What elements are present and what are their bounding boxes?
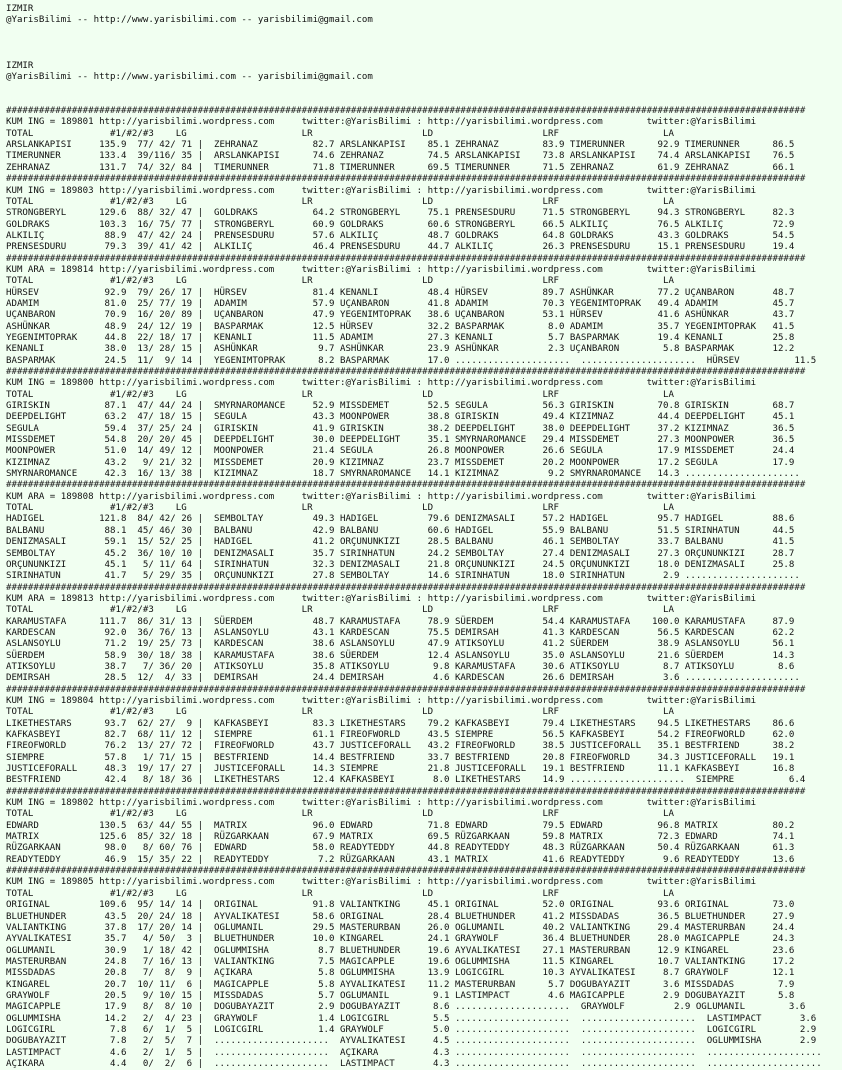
- report-line: [6, 95, 842, 106]
- race-header-line: KUM ARA = 189813 http://yarisbilimi.wordpress.com twitter:@YarisBilimi : http://yarisbilimi.wordpress.com twitter:@YarisBilimi: [6, 593, 757, 604]
- race-header-line: KUM ING = 189805 http://yarisbilimi.wordpress.com twitter:@YarisBilimi : http://yarisbilimi.wordpress.com twitter:@YarisBilimi: [6, 877, 757, 888]
- report-line: SIEMPRE 57.8 1/ 71/ 15 | BESTFRIEND 14.4 BESTFRIEND 33.7 BESTFRIEND 20.8 FIREOFWORLD 34.3 JUSTICEFORALL 19.1: [6, 752, 795, 763]
- report-line: ASHÜNKAR 48.9 24/ 12/ 19 | BASPARMAK 12.5 HÜRSEV 32.2 BASPARMAK 8.0 ADAMIM 35.7 YEGENIMTOPRAK 41.5: [6, 321, 795, 332]
- report-line: SEGULA 59.4 37/ 25/ 24 | GIRISKIN 41.9 GIRISKIN 38.2 DEEPDELIGHT 38.0 DEEPDELIGHT 37.2 KIZIMNAZ 36.5: [6, 423, 795, 434]
- separator-line: ##################################################################################################################################################: [6, 106, 806, 117]
- report-line: DENIZMASALI 59.1 15/ 52/ 25 | HADIGEL 41.2 ORÇUNUNKIZI 28.5 BALBANU 46.1 SEMBOLTAY 33.7 BALBANU 41.5: [6, 537, 795, 548]
- report-line: VALIANTKING 37.8 17/ 20/ 14 | OGLUMANIL 29.5 MASTERURBAN 26.0 OGLUMANIL 40.2 VALIANTKING 29.4 MASTERURBAN 24.4: [6, 922, 795, 933]
- report-line: ATIKSOYLU 38.7 7/ 36/ 20 | ATIKSOYLU 35.8 ATIKSOYLU 9.8 KARAMUSTAFA 30.6 ATIKSOYLU 8.7 ATIKSOYLU 8.6: [6, 661, 795, 672]
- column-header-line: TOTAL #1/#2/#3 LG LR LD LRF LA: [6, 503, 674, 514]
- report-line: ARSLANKAPISI 135.9 77/ 42/ 71 | ZEHRANAZ 82.7 ARSLANKAPISI 85.1 ZEHRANAZ 83.9 TIMERUNNER 92.9 TIMERUNNER 86.5: [6, 140, 795, 151]
- separator-line: ##################################################################################################################################################: [6, 367, 806, 377]
- report-line: ASLANSOYLU 71.2 19/ 25/ 73 | KARDESCAN 38.6 ASLANSOYLU 47.9 ATIKSOYLU 41.2 SÜERDEM 38.9 ASLANSOYLU 56.1: [6, 639, 795, 650]
- report-line: SEMBOLTAY 45.2 36/ 10/ 10 | DENIZMASALI 35.7 SIRINHATUN 24.2 SEMBOLTAY 27.4 DENIZMASALI 27.3 ORÇUNUNKIZI 28.7: [6, 548, 795, 559]
- column-header-line: TOTAL #1/#2/#3 LG LR LD LRF LA: [6, 389, 674, 400]
- race-header-line: KUM ING = 189803 http://yarisbilimi.wordpress.com twitter:@YarisBilimi : http://yarisbilimi.wordpress.com twitter:@YarisBilimi: [6, 185, 757, 196]
- column-header-line: TOTAL #1/#2/#3 LG LR LD LRF LA: [6, 888, 674, 899]
- separator-line: ##################################################################################################################################################: [6, 582, 806, 593]
- report-line: MATRIX 125.6 85/ 32/ 18 | RÜZGARKAAN 67.9 MATRIX 69.5 RÜZGARKAAN 59.8 MATRIX 72.3 EDWARD 74.1: [6, 832, 795, 843]
- race-header-line: KUM ING = 189800 http://yarisbilimi.wordpress.com twitter:@YarisBilimi : http://yarisbilimi.wordpress.com twitter:@YarisBilimi: [6, 378, 757, 389]
- column-header-line: TOTAL #1/#2/#3 LG LR LD LRF LA: [6, 707, 674, 718]
- report-line: ORIGINAL 109.6 95/ 14/ 14 | ORIGINAL 91.8 VALIANTKING 45.1 ORIGINAL 52.0 ORIGINAL 93.6 ORIGINAL 73.0: [6, 900, 795, 911]
- report-line: MAGICAPPLE 17.9 8/ 8/ 10 | DOGUBAYAZIT 2.9 DOGUBAYAZIT 8.6 ..................... GRAYWOLF 2.9 OGLUMANIL 3.6: [6, 1002, 806, 1013]
- report-line: DOGUBAYAZIT 7.8 2/ 5/ 7 | ..................... AYVALIKATESI 4.5 ..................... ..................... OGLUMMISHA 2.9: [6, 1036, 817, 1047]
- report-line: ALKILIÇ 88.9 47/ 42/ 24 | PRENSESDURU 57.6 ALKILIÇ 48.7 GOLDRAKS 64.8 GOLDRAKS 43.3 GOLDRAKS 54.5: [6, 230, 795, 241]
- separator-line: ##################################################################################################################################################: [6, 480, 806, 491]
- separator-line: ##################################################################################################################################################: [6, 684, 806, 695]
- report-line: GRAYWOLF 20.5 9/ 10/ 15 | MISSDADAS 5.7 OGLUMANIL 9.1 LASTIMPACT 4.6 MAGICAPPLE 2.9 DOGUBAYAZIT 5.8: [6, 990, 795, 1001]
- report-line: OGLUMMISHA 14.2 2/ 4/ 23 | GRAYWOLF 1.4 LOGICGIRL 5.5 ..................... ..................... LASTIMPACT 3.6: [6, 1013, 817, 1024]
- report-line: [6, 49, 842, 60]
- report-line: MISSDADAS 20.8 7/ 8/ 9 | AÇIKARA 5.8 OGLUMMISHA 13.9 LOGICGIRL 10.3 AYVALIKATESI 8.7 GRAYWOLF 12.1: [6, 968, 795, 979]
- race-header-line: KUM ING = 189804 http://yarisbilimi.wordpress.com twitter:@YarisBilimi : http://yarisbilimi.wordpress.com twitter:@YarisBilimi: [6, 695, 757, 706]
- report-line: SMYRNAROMANCE 42.3 16/ 13/ 38 | KIZIMNAZ 18.7 SMYRNAROMANCE 14.1 KIZIMNAZ 9.2 SMYRNAROMANCE 14.3 .....................: [6, 469, 800, 480]
- report-line: JUSTICEFORALL 48.3 19/ 17/ 27 | JUSTICEFORALL 14.3 SIEMPRE 21.8 JUSTICEFORALL 19.1 BESTFRIEND 11.1 KAFKASBEYI 16.8: [6, 764, 795, 775]
- report-line: YEGENIMTOPRAK 44.8 22/ 18/ 17 | KENANLI 11.5 ADAMIM 27.3 KENANLI 5.7 BASPARMAK 19.4 KENANLI 25.8: [6, 332, 795, 343]
- report-line: DEEPDELIGHT 63.2 47/ 18/ 15 | SEGULA 43.3 MOONPOWER 38.8 GIRISKIN 49.4 KIZIMNAZ 44.4 DEEPDELIGHT 45.1: [6, 412, 795, 423]
- report-line: AÇIKARA 4.4 0/ 2/ 6 | ..................... LASTIMPACT 4.3 ..................... ..................... .....................: [6, 1058, 822, 1069]
- separator-line: ##################################################################################################################################################: [6, 174, 806, 185]
- report-line: AYVALIKATESI 35.7 4/ 50/ 3 | BLUETHUNDER 10.0 KINGAREL 24.1 GRAYWOLF 36.4 BLUETHUNDER 28.0 MAGICAPPLE 24.3: [6, 934, 795, 945]
- column-header-line: TOTAL #1/#2/#3 LG LR LD LRF LA: [6, 605, 674, 616]
- report-line: LIKETHESTARS 93.7 62/ 27/ 9 | KAFKASBEYI 83.3 LIKETHESTARS 79.2 KAFKASBEYI 79.4 LIKETHESTARS 94.5 LIKETHESTARS 86.6: [6, 718, 795, 729]
- report-line: DEMIRSAH 28.5 12/ 4/ 33 | DEMIRSAH 24.4 DEMIRSAH 4.6 KARDESCAN 26.6 DEMIRSAH 3.6 .....................: [6, 673, 800, 684]
- report-line: KARAMUSTAFA 111.7 86/ 31/ 13 | SÜERDEM 48.7 KARAMUSTAFA 78.9 SÜERDEM 54.4 KARAMUSTAFA 100.0 KARAMUSTAFA 87.9: [6, 616, 795, 627]
- report-line: KENANLI 38.0 13/ 28/ 15 | ASHÜNKAR 9.7 ASHÜNKAR 23.9 ASHÜNKAR 2.3 UÇANBARON 5.8 BASPARMAK 12.2: [6, 344, 795, 355]
- report-line: IZMIR: [6, 4, 34, 14]
- report-line: ZEHRANAZ 131.7 74/ 32/ 84 | TIMERUNNER 71.8 TIMERUNNER 69.5 TIMERUNNER 71.5 ZEHRANAZ 61.9 ZEHRANAZ 66.1: [6, 162, 795, 173]
- report-line: UÇANBARON 70.9 16/ 20/ 89 | UÇANBARON 47.9 YEGENIMTOPRAK 38.6 UÇANBARON 53.1 HÜRSEV 41.6 ASHÜNKAR 43.7: [6, 310, 795, 321]
- report-line: MISSDEMET 54.8 20/ 20/ 45 | DEEPDELIGHT 30.0 DEEPDELIGHT 35.1 SMYRNAROMANCE 29.4 MISSDEMET 27.3 MOONPOWER 36.5: [6, 435, 795, 446]
- report-line: [6, 83, 842, 94]
- separator-line: ##################################################################################################################################################: [6, 866, 806, 877]
- report-line: HÜRSEV 92.9 79/ 26/ 17 | HÜRSEV 81.4 KENANLI 48.4 HÜRSEV 89.7 ASHÜNKAR 77.2 UÇANBARON 48.7: [6, 287, 795, 298]
- contact-line: @YarisBilimi -- http://www.yarisbilimi.com -- yarisbilimi@gmail.com: [6, 15, 373, 26]
- report-line: STRONGBERYL 129.6 88/ 32/ 47 | GOLDRAKS 64.2 STRONGBERYL 75.1 PRENSESDURU 71.5 STRONGBERYL 94.3 STRONGBERYL 82.3: [6, 208, 795, 219]
- report-line: ADAMIM 81.0 25/ 77/ 19 | ADAMIM 57.9 UÇANBARON 41.8 ADAMIM 70.3 YEGENIMTOPRAK 49.4 ADAMIM 45.7: [6, 298, 795, 309]
- report-line: MOONPOWER 51.0 14/ 49/ 12 | MOONPOWER 21.4 SEGULA 26.8 MOONPOWER 26.6 SEGULA 17.9 MISSDEMET 24.4: [6, 446, 795, 457]
- report-line: SIRINHATUN 41.7 5/ 29/ 35 | ORÇUNUNKIZI 27.8 SEMBOLTAY 14.6 SIRINHATUN 18.0 SIRINHATUN 2.9 .....................: [6, 571, 800, 582]
- report-line: [6, 27, 842, 38]
- report-line: GOLDRAKS 103.3 16/ 75/ 77 | STRONGBERYL 60.9 GOLDRAKS 60.6 STRONGBERYL 66.5 ALKILIÇ 76.5 ALKILIÇ 72.9: [6, 219, 795, 230]
- report-line: RÜZGARKAAN 98.0 8/ 60/ 76 | EDWARD 58.0 READYTEDDY 44.8 READYTEDDY 48.3 RÜZGARKAAN 50.4 RÜZGARKAAN 61.3: [6, 843, 795, 854]
- report-line: EDWARD 130.5 63/ 44/ 55 | MATRIX 96.0 EDWARD 71.8 EDWARD 79.5 EDWARD 96.8 MATRIX 80.2: [6, 820, 795, 831]
- report-line: KINGAREL 20.7 10/ 11/ 6 | MAGICAPPLE 5.8 AYVALIKATESI 11.2 MASTERURBAN 5.7 DOGUBAYAZIT 3.6 MISSDADAS 7.9: [6, 979, 795, 990]
- report-line: BESTFRIEND 42.4 8/ 18/ 36 | LIKETHESTARS 12.4 KAFKASBEYI 8.0 LIKETHESTARS 14.9 ..................... SIEMPRE 6.4: [6, 775, 806, 786]
- report-line: KARDESCAN 92.0 36/ 76/ 13 | ASLANSOYLU 43.1 KARDESCAN 75.5 DEMIRSAH 41.3 KARDESCAN 56.5 KARDESCAN 62.2: [6, 627, 795, 638]
- race-header-line: KUM ARA = 189814 http://yarisbilimi.wordpress.com twitter:@YarisBilimi : http://yarisbilimi.wordpress.com twitter:@YarisBilimi: [6, 264, 757, 275]
- report-line: FIREOFWORLD 76.2 13/ 27/ 72 | FIREOFWORLD 43.7 JUSTICEFORALL 43.2 FIREOFWORLD 38.5 JUSTICEFORALL 35.1 BESTFRIEND 38.2: [6, 741, 795, 752]
- report-line: SÜERDEM 58.9 30/ 18/ 38 | KARAMUSTAFA 38.6 SÜERDEM 12.4 ASLANSOYLU 35.0 ASLANSOYLU 21.6 SÜERDEM 14.3: [6, 650, 795, 661]
- report-line: ORÇUNUNKIZI 45.1 5/ 11/ 64 | SIRINHATUN 32.3 DENIZMASALI 21.8 ORÇUNUNKIZI 24.5 ORÇUNUNKIZI 18.0 DENIZMASALI 25.8: [6, 559, 795, 570]
- report-line: HADIGEL 121.8 84/ 42/ 26 | SEMBOLTAY 49.3 HADIGEL 79.6 DENIZMASALI 57.2 HADIGEL 95.7 HADIGEL 88.6: [6, 514, 795, 525]
- report-line: GIRISKIN 87.1 47/ 44/ 24 | SMYRNAROMANCE 52.9 MISSDEMET 52.5 SEGULA 56.3 GIRISKIN 70.8 GIRISKIN 68.7: [6, 401, 795, 412]
- report-line: IZMIR: [6, 60, 34, 71]
- report-line: PRENSESDURU 79.3 39/ 41/ 42 | ALKILIÇ 46.4 PRENSESDURU 44.7 ALKILIÇ 26.3 PRENSESDURU 15.1 PRENSESDURU 19.4: [6, 242, 795, 253]
- column-header-line: TOTAL #1/#2/#3 LG LR LD LRF LA: [6, 809, 674, 820]
- separator-line: ##################################################################################################################################################: [6, 253, 806, 264]
- column-header-line: TOTAL #1/#2/#3 LG LR LD LRF LA: [6, 196, 674, 207]
- report-line: BASPARMAK 24.5 11/ 9/ 14 | YEGENIMTOPRAK 8.2 BASPARMAK 17.0 ..................... ..................... HÜRSEV 11.5: [6, 355, 817, 366]
- report-line: READYTEDDY 46.9 15/ 35/ 22 | READYTEDDY 7.2 RÜZGARKAAN 43.1 MATRIX 41.6 READYTEDDY 9.6 READYTEDDY 13.6: [6, 854, 795, 865]
- report-line: BLUETHUNDER 43.5 20/ 24/ 18 | AYVALIKATESI 58.6 ORIGINAL 28.4 BLUETHUNDER 41.2 MISSDADAS 36.5 BLUETHUNDER 27.9: [6, 911, 795, 922]
- race-header-line: KUM ARA = 189808 http://yarisbilimi.wordpress.com twitter:@YarisBilimi : http://yarisbilimi.wordpress.com twitter:@YarisBilimi: [6, 491, 757, 502]
- report-line: MASTERURBAN 24.8 7/ 16/ 13 | VALIANTKING 7.5 MAGICAPPLE 19.6 OGLUMMISHA 11.5 KINGAREL 10.7 VALIANTKING 17.2: [6, 956, 795, 967]
- column-header-line: TOTAL #1/#2/#3 LG LR LD LRF LA: [6, 128, 674, 139]
- report-line: BALBANU 88.1 45/ 46/ 30 | BALBANU 42.9 BALBANU 60.6 HADIGEL 55.9 BALBANU 51.5 SIRINHATUN 44.5: [6, 525, 795, 536]
- report-line: KAFKASBEYI 82.7 68/ 11/ 12 | SIEMPRE 61.1 FIREOFWORLD 43.5 SIEMPRE 56.5 KAFKASBEYI 54.2 FIREOFWORLD 62.0: [6, 730, 795, 740]
- report-line: LOGICGIRL 7.8 6/ 1/ 5 | LOGICGIRL 1.4 GRAYWOLF 5.0 ..................... ..................... LOGICGIRL 2.9: [6, 1024, 817, 1035]
- race-header-line: KUM ING = 189802 http://yarisbilimi.wordpress.com twitter:@YarisBilimi : http://yarisbilimi.wordpress.com twitter:@YarisBilimi: [6, 798, 757, 809]
- report-line: TIMERUNNER 133.4 39/116/ 35 | ARSLANKAPISI 74.6 ZEHRANAZ 74.5 ARSLANKAPISI 73.8 ARSLANKAPISI 74.4 ARSLANKAPISI 76.5: [6, 151, 795, 162]
- separator-line: ##################################################################################################################################################: [6, 786, 806, 797]
- report-line: [6, 38, 842, 49]
- contact-line: @YarisBilimi -- http://www.yarisbilimi.com -- yarisbilimi@gmail.com: [6, 72, 373, 83]
- column-header-line: TOTAL #1/#2/#3 LG LR LD LRF LA: [6, 276, 674, 287]
- report-line: OGLUMANIL 30.9 1/ 18/ 42 | OGLUMMISHA 8.7 BLUETHUNDER 19.6 AYVALIKATESI 27.1 MASTERURBAN 12.9 KINGAREL 23.6: [6, 945, 795, 956]
- report-line: KIZIMNAZ 43.2 9/ 21/ 32 | MISSDEMET 20.9 KIZIMNAZ 23.7 MISSDEMET 20.2 MOONPOWER 17.2 SEGULA 17.9: [6, 457, 795, 468]
- report-line: LASTIMPACT 4.6 2/ 1/ 5 | ..................... AÇIKARA 4.3 ..................... ..................... .....................: [6, 1047, 822, 1058]
- race-header-line: KUM ING = 189801 http://yarisbilimi.wordpress.com twitter:@YarisBilimi : http://yarisbilimi.wordpress.com twitter:@YarisBilimi: [6, 117, 757, 128]
